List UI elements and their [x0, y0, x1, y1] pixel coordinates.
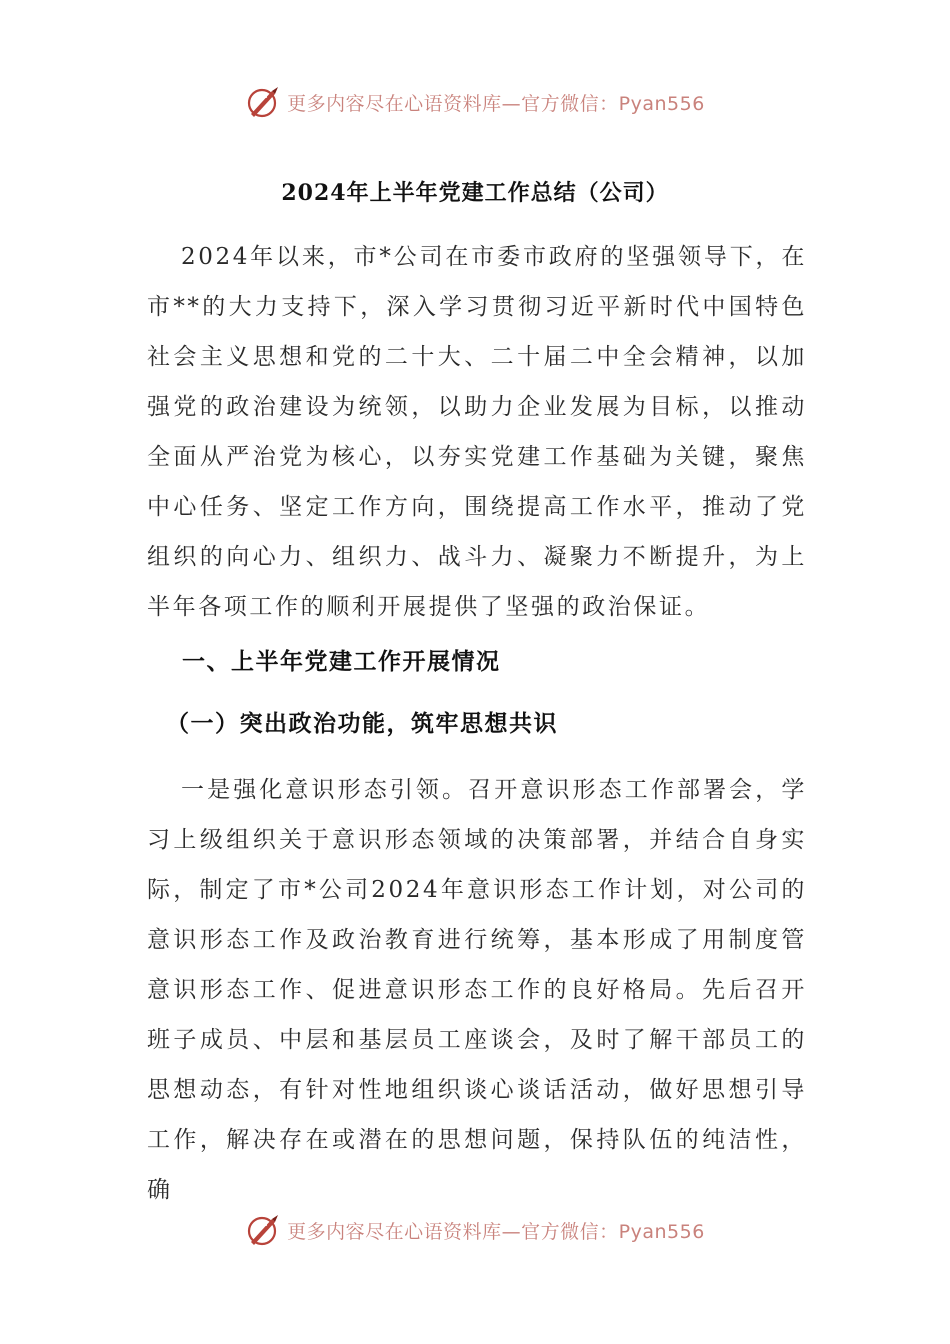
header-banner: [0, 80, 950, 124]
section-heading: 一、上半年党建工作开展情况: [182, 648, 501, 675]
footer-banner-text: 更多内容尽在心语资料库—官方微信：Pyan556: [287, 1220, 705, 1243]
header-banner-text: 更多内容尽在心语资料库—官方微信：Pyan556: [287, 92, 705, 115]
intro-paragraph: 2024年以来，市*公司在市委市政府的坚强领导下，在市**的大力支持下，深入学习贯彻习近平新时代中国特色社会主义思想和党的二十大、二十届二中全会精神，以加强党的政治建设为统领，以助力企业发展为目标，以推动全面从严治党为核心，以夯实党建工作基础为关键，聚焦中心任务、坚定工作方向，围绕提高工作水平，推动了党组织的向心力、组织力、战斗力、凝聚力不断提升，为上半年各项工作的顺利开展提供了坚强的政治保证。: [147, 244, 807, 620]
subsection-heading: （一）突出政治功能，筑牢思想共识: [166, 710, 558, 737]
document-title: 2024年上半年党建工作总结（公司）: [281, 180, 669, 206]
quill-pen-logo-icon: [245, 84, 281, 120]
footer-banner: [0, 1208, 950, 1252]
quill-pen-logo-icon: [245, 1212, 281, 1248]
body-paragraph: 一是强化意识形态引领。召开意识形态工作部署会，学习上级组织关于意识形态领域的决策部署，并结合自身实际，制定了市*公司2024年意识形态工作计划，对公司的意识形态工作及政治教育进行统筹，基本形成了用制度管意识形态工作、促进意识形态工作的良好格局。先后召开班子成员、中层和基层员工座谈会，及时了解干部员工的思想动态，有针对性地组织谈心谈话活动，做好思想引导工作，解决存在或潜在的思想问题，保持队伍的纯洁性，确: [147, 777, 807, 1203]
